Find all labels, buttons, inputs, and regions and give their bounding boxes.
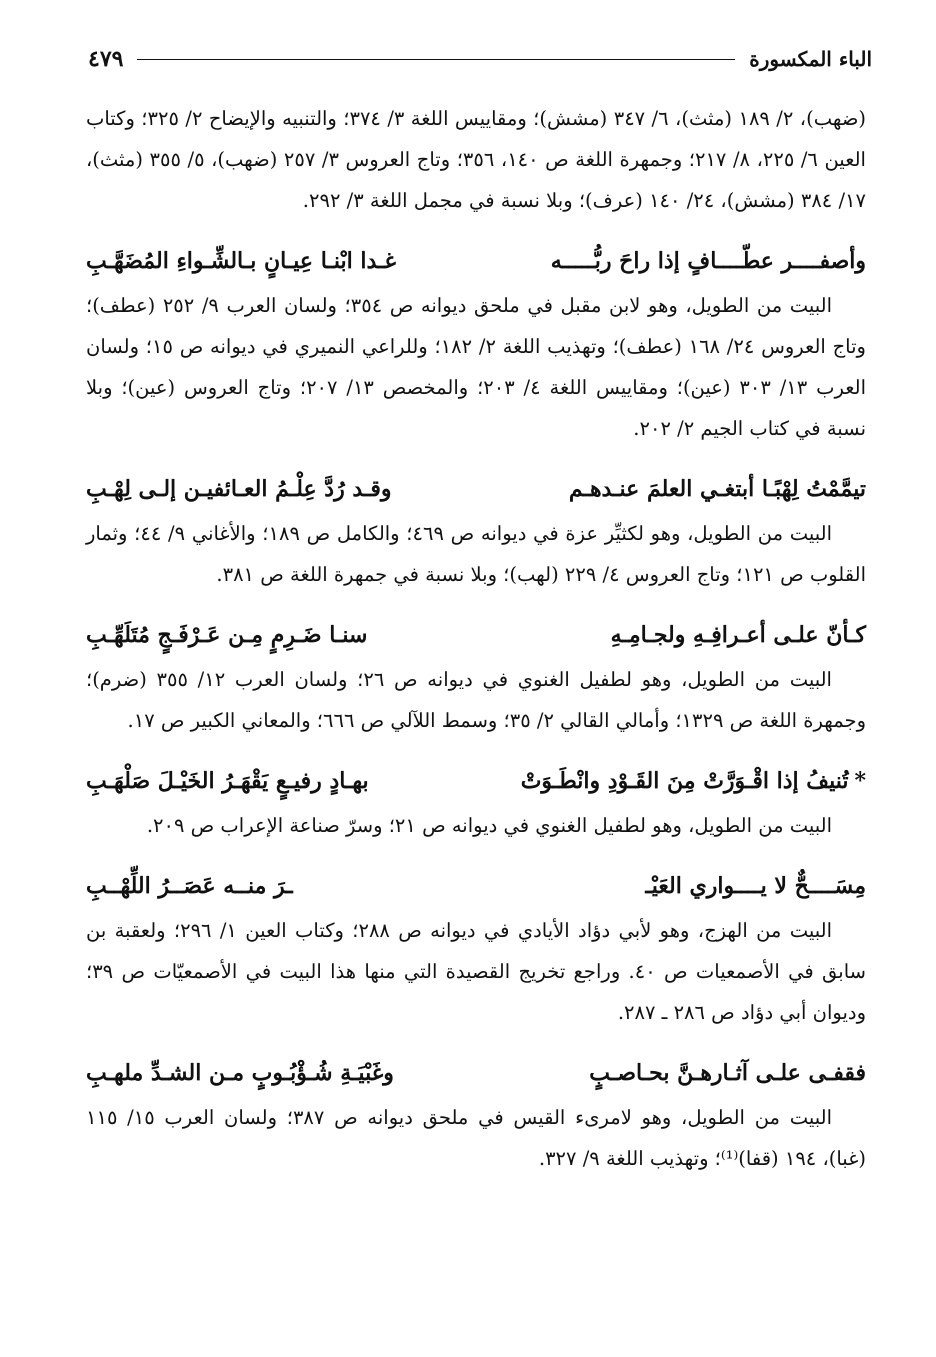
asterisk-mark: * [854, 768, 866, 794]
verse-6 [86, 1049, 866, 1097]
page-number: ٤٧٩ [88, 46, 124, 72]
verse-1-first-hemistich: وأصفــــر عطّــــافٍ إذا راحَ ربُّـــــه [550, 248, 866, 274]
verse-3-note: البيت من الطويل، وهو لطفيل الغنوي في ديوانه ص ٢٦؛ ولسان العرب ١٢/ ٣٥٥ (ضرم)؛ وجمهرة اللغة ص ١٣٢٩؛ وأمالي القالي ٢/ ٣٥؛ وسمط اللآلي ص ٦٦٦؛ والمعاني الكبير ص ١٧. [86, 668, 866, 732]
verse-2-first-hemistich: تيمَّمْتُ لِهْبًـا أبتغـي العلمَ عنـدهـم [568, 476, 866, 502]
verse-6-first-hemistich: فقفـى علـى آثـارهـنَّ بحـاصـبٍ [589, 1060, 866, 1086]
verse-6-note: البيت من الطويل، وهو لامرىء القيس في ملحق ديوانه ص ٣٨٧؛ ولسان العرب ١٥/ ١١٥ (غبا)، ١٩٤ (قفا)⁽¹⁾؛ وتهذيب اللغة ٩/ ٣٢٧. [86, 1106, 866, 1170]
verse-1-second-hemistich: غـدا ابْنـا عِيـانٍ بـالشِّـواءِ المُضَهَّـبِ [86, 248, 397, 274]
verse-4-first-hemistich [521, 768, 866, 794]
verse-3-first-hemistich: كـأنّ علـى أعـرافِـهِ ولجـامِـهِ [610, 622, 866, 648]
verse-5-note: البيت من الهزج، وهو لأبي دؤاد الأيادي في ديوانه ص ٢٨٨؛ وكتاب العين ١/ ٢٩٦؛ ولعقبة بن سابق في الأصمعيات ص ٤٠. وراجع تخريج القصيدة التي منها هذا البيت في الأصمعيّات ص ٣٩؛ وديوان أبي دؤاد ص ٢٨٦ ـ ٢٨٧. [86, 919, 867, 1024]
verse-3 [86, 611, 866, 659]
header-rule [137, 59, 735, 60]
verse-5-first-hemistich: مِسَــــحٌّ لا يــــواري العَيْـ [645, 873, 866, 899]
verse-4-note: البيت من الطويل، وهو لطفيل الغنوي في ديوانه ص ٢١؛ وسرّ صناعة الإعراب ص ٢٠٩. [146, 814, 832, 837]
verse-4 [86, 757, 866, 805]
chapter-title: الباء المكسورة [749, 47, 872, 71]
verse-5-second-hemistich: ـرَ منــه عَصَــرُ اللِّهْــبِ [86, 873, 293, 899]
verse-3-second-hemistich: سنـا ضَـرِمٍ مِـن عَـرْفَـجٍ مُتَلَهِّـبِ [86, 622, 368, 648]
verse-1-note: البيت من الطويل، وهو لابن مقبل في ملحق ديوانه ص ٣٥٤؛ ولسان العرب ٩/ ٢٥٢ (عطف)؛ وتاج العروس ٢٤/ ١٦٨ (عطف)؛ وتهذيب اللغة ٢/ ١٨٢؛ وللراعي النميري في ديوانه ص ١٥؛ ولسان العرب ١٣/ ٣٠٣ (عين)؛ ومقاييس اللغة ٤/ ٢٠٣؛ والمخصص ١٣/ ٢٠٧؛ وتاج العروس (عين)؛ وبلا نسبة في كتاب الجيم ٢/ ٢٠٢. [86, 294, 866, 440]
verse-2-second-hemistich: وقـد رُدَّ عِلْـمُ العـائفيـن إلـى لِهْـبِ [86, 476, 392, 502]
running-header [88, 42, 872, 76]
verse-5 [86, 862, 866, 910]
page-body [86, 98, 866, 1179]
verse-2 [86, 465, 866, 513]
intro-footnote-continuation: (ضهب)، ٢/ ١٨٩ (مثث)، ٦/ ٣٤٧ (مشش)؛ ومقاييس اللغة ٣/ ٣٧٤؛ والتنبيه والإيضاح ٢/ ٣٢٥؛ وكتاب العين ٦/ ٢٢٥، ٨/ ٢١٧؛ وجمهرة اللغة ص ١٤٠، ٣٥٦؛ وتاج العروس ٣/ ٢٥٧ (ضهب)، ٥/ ٣٥٥ (مثث)، ١٧/ ٣٨٤ (مشش)، ٢٤/ ١٤٠ (عرف)؛ وبلا نسبة في مجمل اللغة ٣/ ٢٩٢. [86, 107, 866, 212]
verse-1 [86, 237, 866, 285]
verse-2-note: البيت من الطويل، وهو لكثيِّر عزة في ديوانه ص ٤٦٩؛ والكامل ص ١٨٩؛ والأغاني ٩/ ٤٤؛ وثمار القلوب ص ١٢١؛ وتاج العروس ٤/ ٢٢٩ (لهب)؛ وبلا نسبة في جمهرة اللغة ص ٣٨١. [86, 522, 866, 586]
verse-4-second-hemistich: بهـادٍ رفيـعٍ يَقْهَـرُ الخَيْـلَ صَلْهَـبِ [86, 768, 369, 794]
verse-4-first-hemistich-text: تُنيفُ إذا اقْـوَرَّتْ مِنَ القَـوْدِ وانْطَـوَتْ [520, 768, 849, 794]
verse-6-second-hemistich: وغَبْيَـةِ شُـؤْبُـوبٍ مـن الشـدِّ ملهـبِ [86, 1060, 394, 1086]
